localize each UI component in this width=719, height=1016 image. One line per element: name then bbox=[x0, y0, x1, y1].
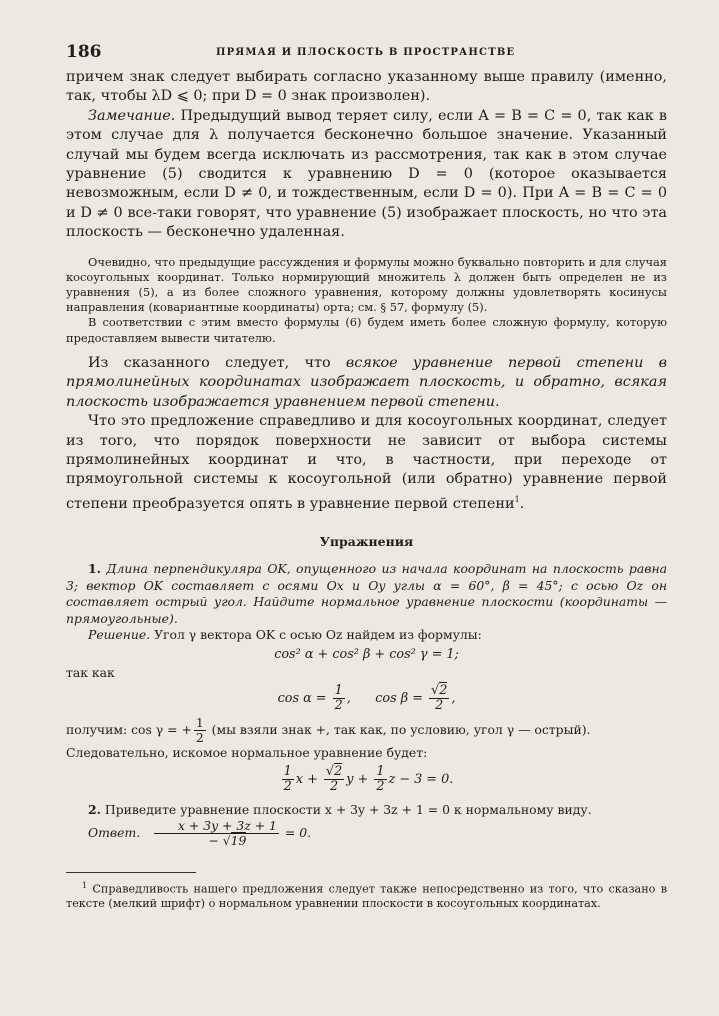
footnote-rule bbox=[66, 872, 196, 873]
exercise-1-text: Длина перпендикуляра OK, опущенного из начала координат на плоскость равна 3; вектор OK составляет с осями Ox и Oy углы α = 60°, β = 45°; с осью Oz он составляет острый угол. Найдите нормальное уравнение плоскости (координаты — прямоугольные). bbox=[66, 560, 667, 626]
cos-beta-label: cos β = bbox=[375, 691, 423, 707]
solution-text: Угол γ вектора OK с осью Oz найдем из формулы: bbox=[150, 627, 482, 643]
footnote bbox=[66, 879, 667, 912]
running-title: ПРЯМАЯ И ПЛОСКОСТЬ В ПРОСТРАНСТВЕ bbox=[216, 47, 516, 58]
exercise-1-number: 1. bbox=[88, 560, 101, 576]
exercises bbox=[66, 561, 667, 848]
answer-label: Ответ. bbox=[88, 824, 141, 840]
result-cos-gamma: получим: cos γ = + $\frac{1}{2}$ (мы взяли знак +, так как, по условию, угол γ — острый). bbox=[66, 715, 591, 746]
oblique-text: Что это предложение справедливо и для косоугольных координат, следует из того, что порядок поверхности не зависит от выбора системы прямолинейных координат и что, в частности, при переходе от прямоугольной системы к косоугольной (или обратно) уравнение первой степени преобразуется опять в уравнение первой степени bbox=[66, 413, 667, 512]
main-text bbox=[66, 68, 667, 243]
formula-normal-equation: $\frac{1}{2}$ x + $\frac{√2}{2}$ y + $\frac{1}{2}$ z − 3 = 0. bbox=[283, 764, 454, 795]
exercise-2 bbox=[66, 802, 667, 819]
cos-alpha-label: cos α = bbox=[277, 691, 327, 707]
small-print-paragraph-2: В соответствии с этим вместо формулы (6) будем иметь более сложную формулу, которую предоставляем вывести читателю. bbox=[66, 315, 667, 345]
exercise-2-number: 2. bbox=[88, 802, 101, 818]
paragraph-remark bbox=[66, 107, 667, 243]
remark-text: Предыдущий вывод теряет силу, если A = B = C = 0, так как в этом случае для λ получается бесконечно большое значение. Указанный случай мы будем всегда исключать из рассмотрения, так как в этом случае уравнение (5) сводится к уравнению D = 0 (которое оказывается невозможным, если D ≠ 0, и тождественным, если D = 0). При A = B = C = 0 и D ≠ 0 все-таки говорят, что уравнение (5) изображает плоскость, но что эта плоскость — бесконечно удаленная. bbox=[66, 107, 667, 241]
fraction-one-half: $\frac{1}{2}$ bbox=[334, 683, 343, 714]
exercises-heading: Упражнения bbox=[319, 533, 414, 549]
answer-2: Ответ. $\frac{x + 3y + 3z + 1}{- √19}$ = 0. bbox=[88, 817, 312, 848]
fraction-sqrt2-over-2: $\frac{√2}{2}$ bbox=[431, 683, 448, 714]
footnote-ref: 1 bbox=[514, 494, 520, 504]
therefore-line: Следовательно, искомое нормальное уравнение будет: bbox=[66, 745, 428, 761]
page-header bbox=[66, 42, 667, 68]
solution-1 bbox=[66, 627, 667, 644]
footnote-text: Справедливость нашего предложения следует также непосредственно из того, что сказано в тексте (мелкий шрифт) о нормальном уравнении плоскости в косоугольных координатах. bbox=[66, 882, 667, 910]
small-print-block bbox=[66, 255, 667, 346]
footnote-mark: 1 bbox=[82, 880, 88, 890]
formula-cos-values: cos α = $\frac{1}{2}$ , cos β = $\frac{√2}{2}$ , bbox=[277, 683, 456, 714]
main-text-2 bbox=[66, 354, 667, 514]
solution-label: Решение. bbox=[88, 627, 151, 643]
page-number: 186 bbox=[66, 42, 102, 62]
paragraph-theorem bbox=[66, 354, 667, 412]
theorem-statement: всякое уравнение первой степени в прямолинейных координатах изображает плоскость, и обратно, всякая плоскость изображается уравнением первой степени. bbox=[66, 354, 668, 410]
paragraph-sign-rule: причем знак следует выбирать согласно указанному выше правилу (именно, так, чтобы λD ⩽ 0; при D = 0 знак произволен). bbox=[66, 69, 667, 105]
fraction-one-half-gamma: $\frac{1}{2}$ bbox=[195, 715, 204, 746]
exercise-1 bbox=[66, 561, 667, 627]
small-print-paragraph-1: Очевидно, что предыдущие рассуждения и формулы можно буквально повторить и для случая косоугольных координат. Только нормирующий множитель λ должен быть определен не из уравнения (5), а из более сложного уравнения, которому должны удовлетворять косинусы направления (ковариантные координаты) орта; см. § 57, формулу (5). bbox=[66, 254, 667, 315]
answer-fraction: $\frac{x + 3y + 3z + 1}{- √19}$ bbox=[154, 819, 279, 848]
since-label: так как bbox=[66, 664, 115, 680]
exercise-2-text: Приведите уравнение плоскости x + 3y + 3z + 1 = 0 к нормальному виду. bbox=[104, 802, 592, 818]
formula-cos-sum: cos² α + cos² β + cos² γ = 1; bbox=[274, 646, 459, 662]
theorem-lead: Из сказанного следует, что bbox=[88, 354, 346, 371]
paragraph-oblique: Что это предложение справедливо и для косоугольных координат, следует из того, что порядок поверхности не зависит от выбора системы прямолинейных координат и что, в частности, при переходе от прямоугольной системы к косоугольной (или обратно) уравнение первой степени преобразуется опять в уравнение первой степени$^1$. bbox=[66, 413, 667, 512]
remark-label: Замечание. bbox=[88, 107, 176, 124]
